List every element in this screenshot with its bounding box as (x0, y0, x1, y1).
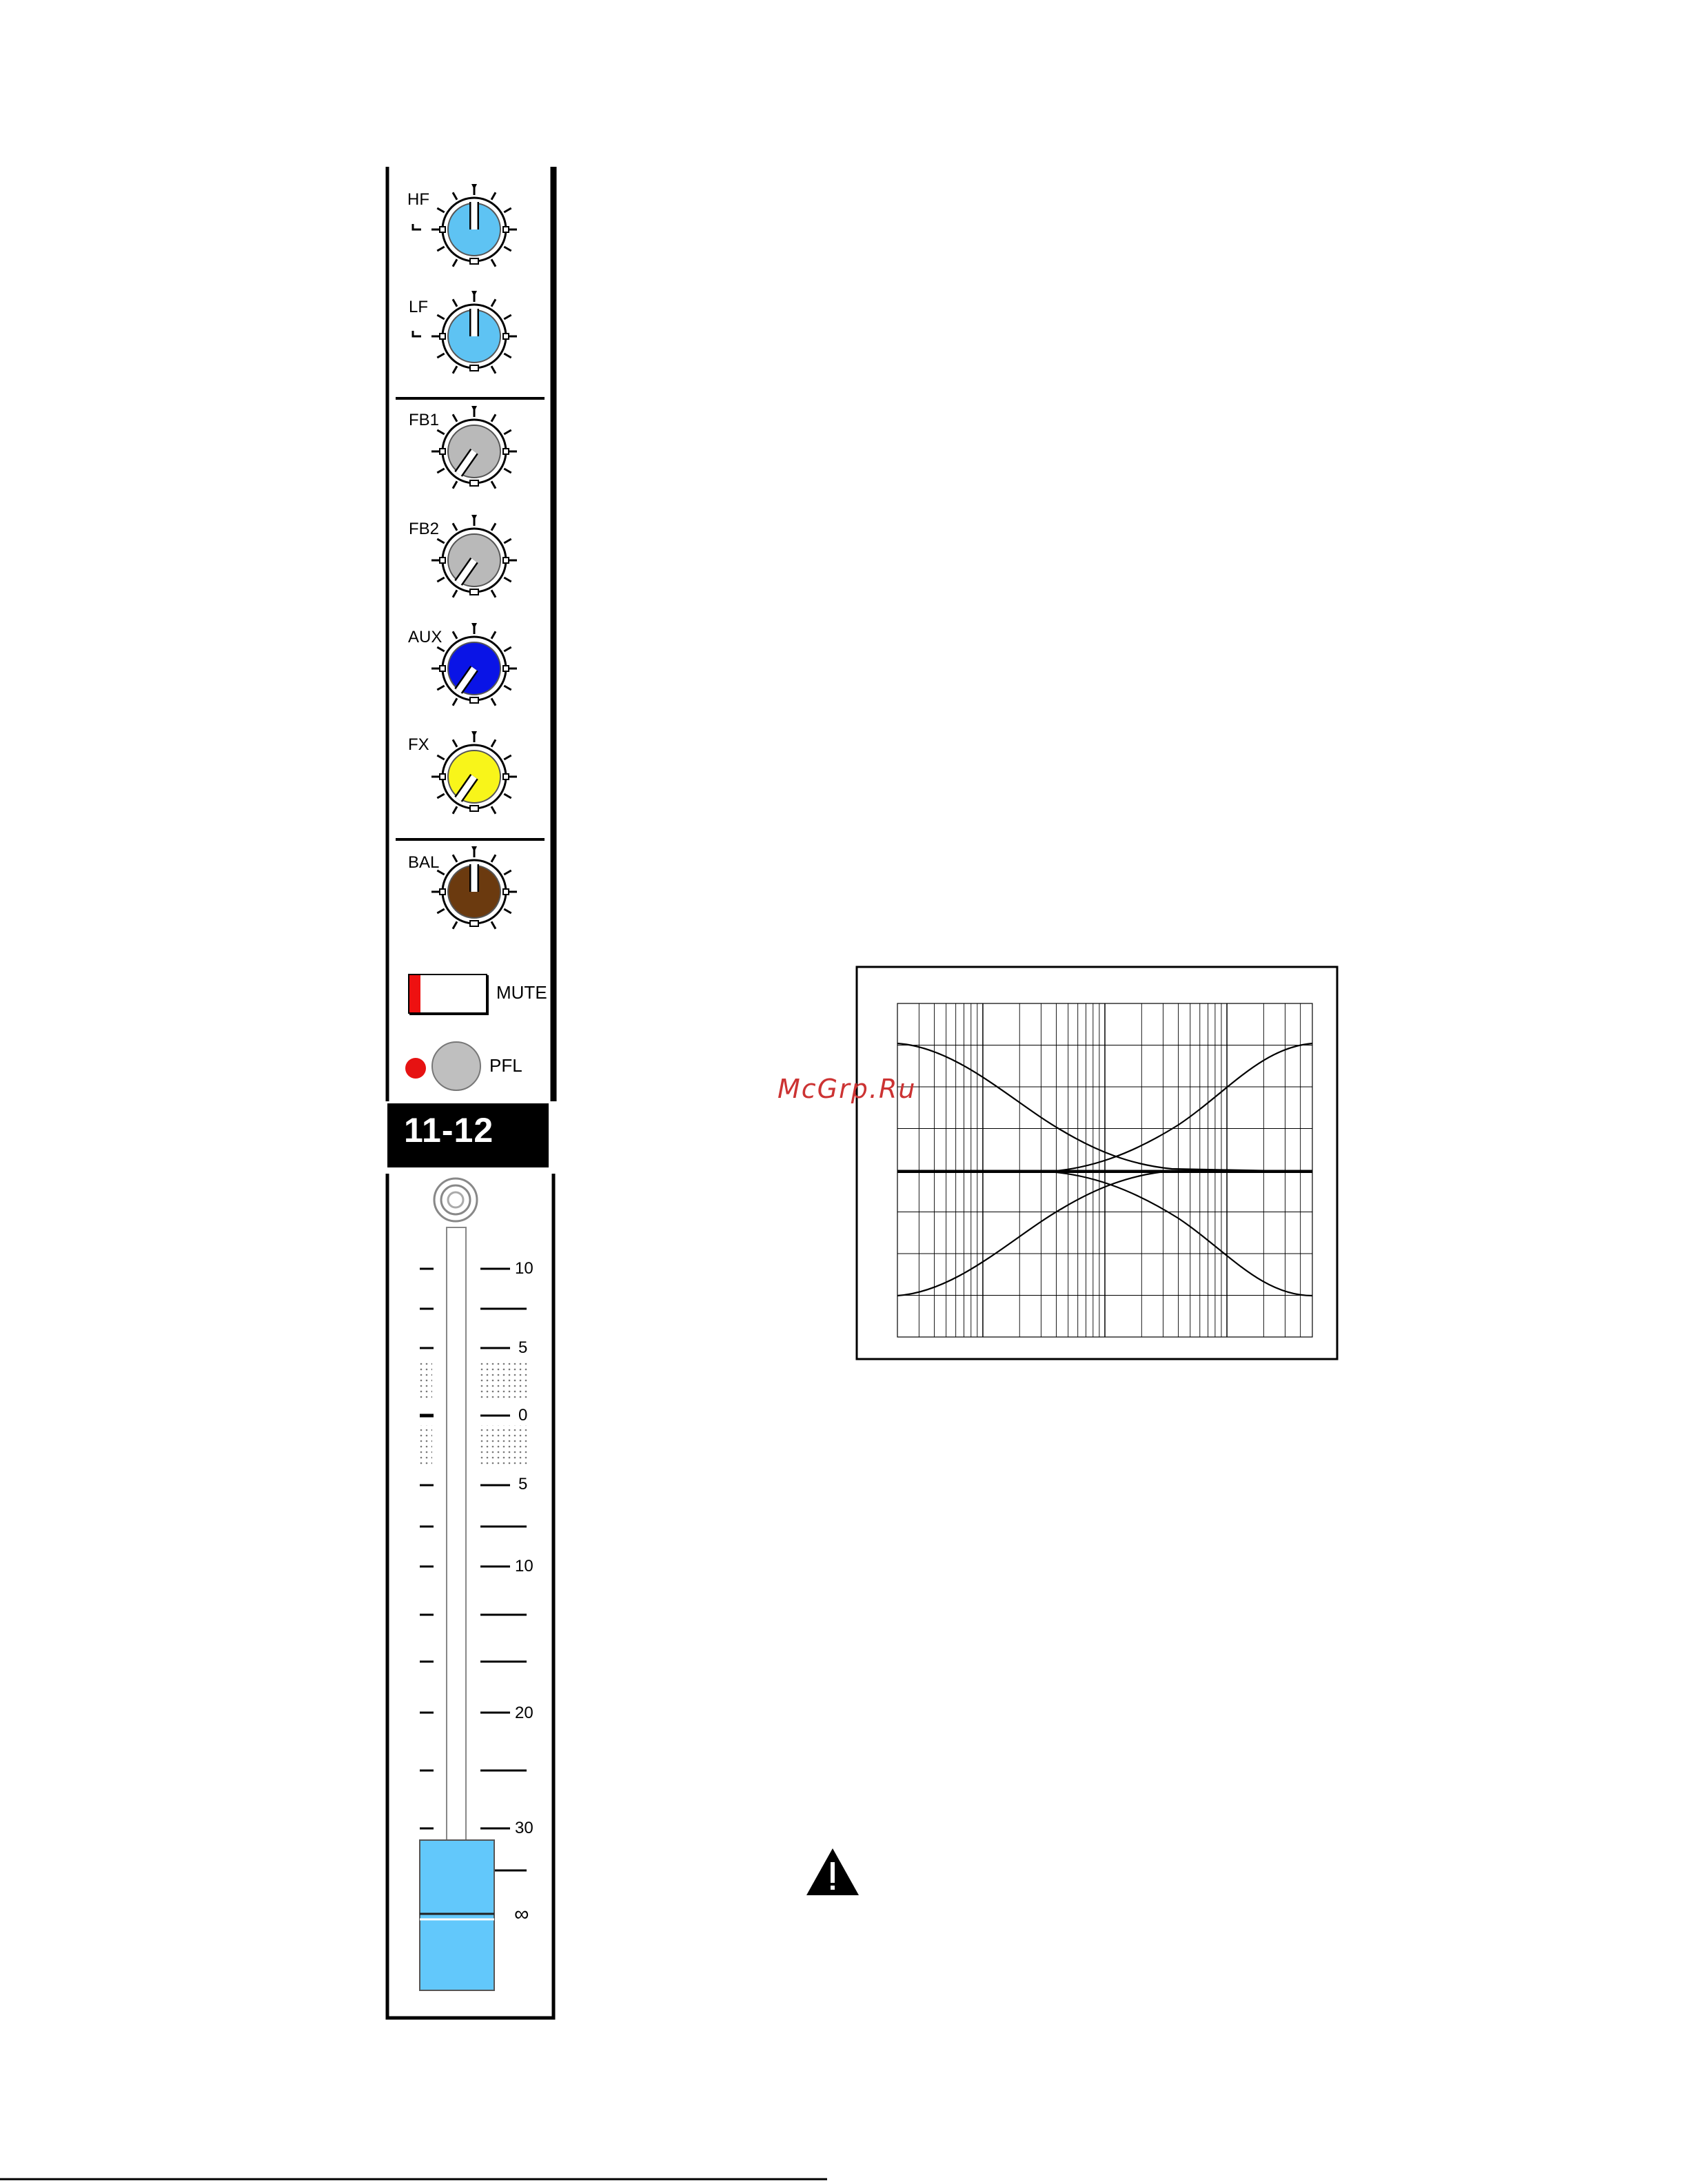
fader-scale-label: 0 (518, 1406, 528, 1425)
fader-scale-label: ∞ (514, 1903, 529, 1926)
warning-triangle-icon (805, 1847, 860, 1897)
lf-knob-label: LF (409, 298, 429, 316)
fader-scale-label: 10 (515, 1259, 533, 1278)
channel-number-text: 11-12 (404, 1111, 494, 1150)
aux-knob-label: AUX (408, 628, 443, 646)
fb1-knob-label: FB1 (409, 411, 440, 429)
fb2-knob-label: FB2 (409, 520, 440, 538)
pfl-label: PFL (489, 1055, 522, 1076)
fader-scale-label: 30 (515, 1819, 533, 1837)
watermark-text: McGrp.Ru (777, 1074, 917, 1104)
fader-scale-label: 10 (515, 1557, 533, 1575)
footer-rule (0, 2178, 841, 2184)
mute-label: MUTE (496, 982, 547, 1003)
fader-scale-label: 5 (518, 1338, 528, 1357)
bal-knob-label: BAL (408, 853, 440, 872)
hf-knob-label: HF (407, 190, 429, 209)
fader-scale-label: 20 (515, 1704, 533, 1722)
fx-knob-label: FX (408, 735, 429, 754)
fader-scale-label: 5 (518, 1475, 528, 1493)
